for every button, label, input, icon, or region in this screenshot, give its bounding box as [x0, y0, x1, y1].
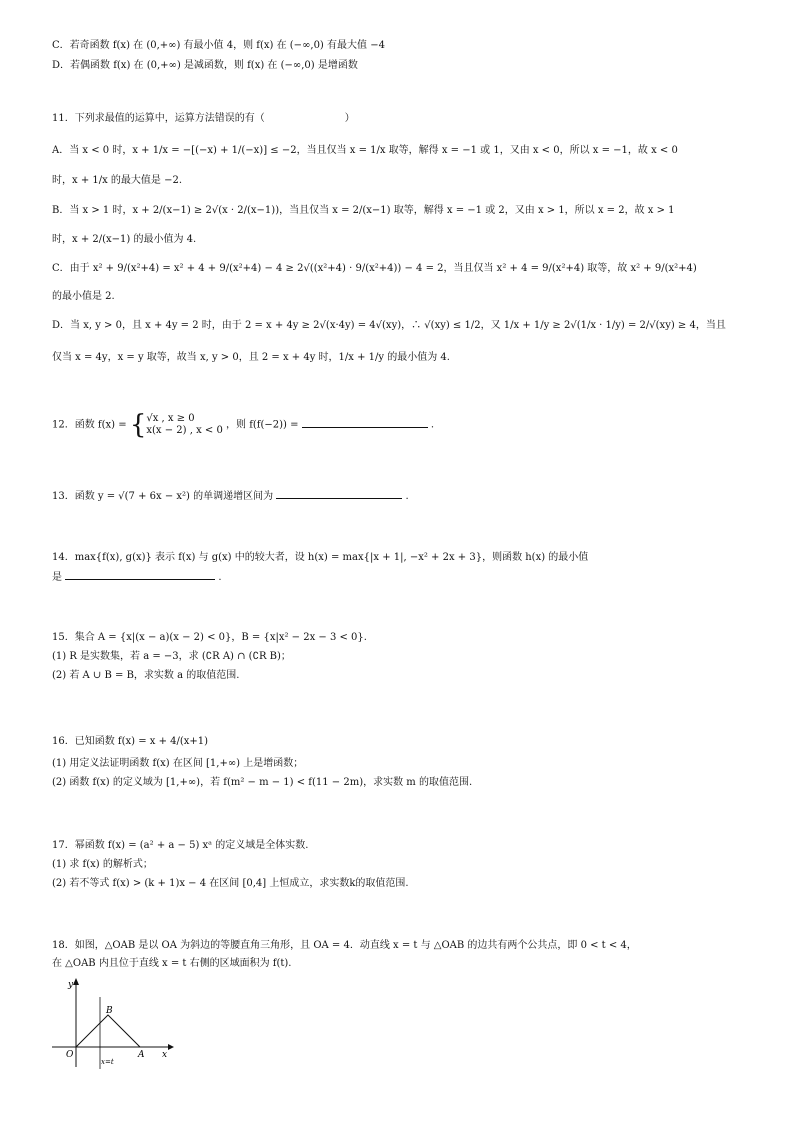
q14-line1: 14．max{f(x), g(x)} 表示 f(x) 与 g(x) 中的较大者，设 h(x) = max{|x + 1|, −x² + 2x + 3}，则函数 h(x) 的最小值 — [52, 552, 589, 563]
x-axis-arrow — [168, 1044, 174, 1050]
q18-line1: 18．如图，△OAB 是以 OA 为斜边的等腰直角三角形，且 OA = 4．动直线 x = t 与 △OAB 的边共有两个公共点，即 0 < t < 4， — [52, 940, 637, 951]
q12-case-2: x(x − 2) , x < 0 — [146, 425, 223, 436]
x-axis-label: x — [162, 1050, 168, 1060]
q17-part-2: (2) 若不等式 f(x) > (k + 1)x − 4 在区间 [0,4] 上恒成立，求实数k的取值范围. — [52, 878, 409, 889]
point-a-label: A — [138, 1050, 145, 1060]
point-b-label: B — [106, 1006, 113, 1016]
q11-option-b-line2: 时，x + 2/(x−1) 的最小值为 4. — [52, 234, 197, 245]
y-axis-label: y — [68, 980, 74, 990]
q12-brace: { — [129, 410, 147, 440]
q13-answer-blank[interactable] — [276, 489, 402, 499]
q11-option-b-line1: B．当 x > 1 时，x + 2/(x−1) ≥ 2√(x · 2/(x−1))，当且仅当 x = 2/(x−1) 取等，解得 x = −1 或 2，又由 x > 1，所以 x = 2，故 x > 1 — [52, 205, 675, 216]
q17-part-1: (1) 求 f(x) 的解析式； — [52, 859, 153, 870]
y-axis-arrow — [73, 978, 79, 985]
q18-line2: 在 △OAB 内且位于直线 x = t 右侧的区域面积为 f(t). — [52, 958, 292, 969]
q14-line2 — [52, 570, 222, 584]
q12-prefix: 12．函数 — [52, 419, 95, 431]
q14-answer-blank[interactable] — [65, 570, 215, 580]
triangle-figure — [50, 975, 180, 1070]
q11-stem: 11．下列求最值的运算中，运算方法错误的有（ ） — [52, 113, 355, 124]
q16-stem: 16．已知函数 f(x) = x + 4/(x+1) — [52, 736, 209, 747]
q13-text: 13．函数 y = √(7 + 6x − x²) 的单调递增区间为 — [52, 491, 274, 502]
q17-stem: 17．幂函数 f(x) = (a² + a − 5) xᵃ 的定义域是全体实数. — [52, 840, 309, 851]
q12-suffix: ，则 f(f(−2)) = — [226, 419, 299, 431]
q11-option-d-line1: D．当 x, y > 0，且 x + 4y = 2 时，由于 2 = x + 4y ≥ 2√(x·4y) = 4√(xy)，∴ √(xy) ≤ 1/2，又 1/x + 1/y ≥ 2√(1/x · 1/y) = 2/√(xy) ≥ 4，当且 — [52, 320, 726, 331]
q12-case-1: √x , x ≥ 0 — [146, 413, 195, 424]
q15-part-2: (2) 若 A ∪ B = B，求实数 a 的取值范围. — [52, 670, 240, 681]
q13 — [52, 489, 409, 503]
q11-option-c-line2: 的最小值是 2. — [52, 291, 115, 302]
q12-answer-blank[interactable] — [302, 418, 428, 428]
q15-stem: 15．集合 A = {x|(x − a)(x − 2) < 0}，B = {x|x² − 2x − 3 < 0}. — [52, 632, 367, 643]
q11-option-a-line1: A．当 x < 0 时，x + 1/x = −[(−x) + 1/(−x)] ≤ −2，当且仅当 x = 1/x 取等，解得 x = −1 或 1，又由 x < 0，所以 x = −1，故 x < 0 — [52, 145, 678, 156]
q12-piecewise — [146, 413, 222, 437]
q13-period: . — [405, 491, 409, 502]
q11-option-a-line2: 时，x + 1/x 的最大值是 −2. — [52, 175, 183, 186]
origin-label: O — [66, 1050, 74, 1060]
q16-part-1: (1) 用定义法证明函数 f(x) 在区间 [1,+∞) 上是增函数； — [52, 758, 304, 769]
q14-period: . — [218, 572, 222, 583]
q14-prefix: 是 — [52, 572, 62, 583]
q11-option-d-line2: 仅当 x = 4y，x = y 取等，故当 x, y > 0，且 2 = x + 4y 时，1/x + 1/y 的最小值为 4. — [52, 352, 450, 363]
q10-option-c: C．若奇函数 f(x) 在 (0,+∞) 有最小值 4，则 f(x) 在 (−∞,0) 有最大值 −4 — [52, 40, 385, 51]
q12-period: . — [430, 419, 435, 431]
q11-option-c-line1: C．由于 x² + 9/(x²+4) = x² + 4 + 9/(x²+4) − 4 ≥ 2√((x²+4) · 9/(x²+4)) − 4 = 2，当且仅当 x² + 4 = 9/(x²+4) 取等，故 x² + 9/(x²+4) — [52, 263, 697, 274]
q10-option-d: D．若偶函数 f(x) 在 (0,+∞) 是减函数，则 f(x) 在 (−∞,0) 是增函数 — [52, 60, 358, 71]
q15-part-1: (1) R 是实数集，若 a = −3，求 (∁R A) ∩ (∁R B)； — [52, 651, 291, 662]
line-t-label: x=t — [101, 1058, 114, 1066]
triangle-oab — [76, 1015, 140, 1047]
q16-part-2: (2) 函数 f(x) 的定义域为 [1,+∞)，若 f(m² − m − 1) < f(11 − 2m)，求实数 m 的取值范围. — [52, 777, 473, 788]
q12-function-label: f(x) = — [97, 419, 127, 431]
q12 — [52, 412, 434, 438]
